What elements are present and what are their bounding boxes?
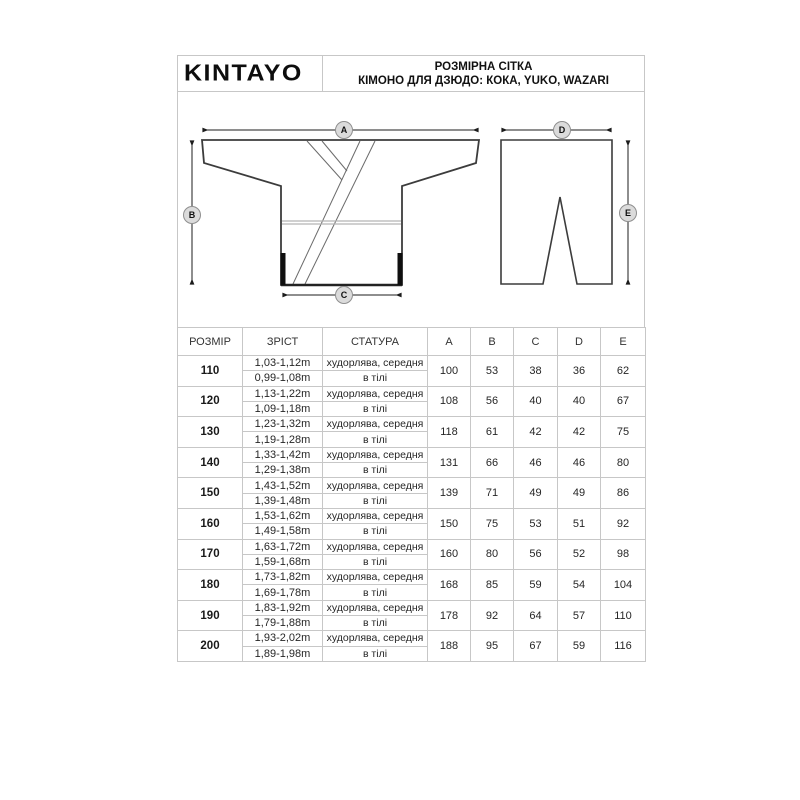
col-header-stature: СТАТУРА <box>323 328 428 356</box>
marker-e <box>620 205 637 222</box>
stature-lower: в тілі <box>323 524 428 539</box>
measure-c: 49 <box>514 478 558 509</box>
diagram-panel <box>177 91 645 328</box>
height-range-upper: 1,03-1,12m <box>243 356 323 371</box>
col-header-d: D <box>558 328 601 356</box>
marker-c <box>336 287 353 304</box>
size-value: 190 <box>178 600 243 631</box>
measure-b: 75 <box>471 508 514 539</box>
stature-upper: худорлява, середня <box>323 600 428 615</box>
logo-cell <box>178 56 323 91</box>
marker-b <box>184 207 201 224</box>
header <box>177 55 645 92</box>
measure-d: 54 <box>558 570 601 601</box>
height-range-lower: 1,19-1,28m <box>243 432 323 447</box>
measure-c: 67 <box>514 631 558 662</box>
measure-d: 36 <box>558 356 601 387</box>
measure-d: 49 <box>558 478 601 509</box>
svg-text:C: C <box>340 290 348 301</box>
measure-d: 40 <box>558 386 601 417</box>
measure-a: 168 <box>428 570 471 601</box>
height-range-lower: 1,89-1,98m <box>243 646 323 661</box>
measure-a: 160 <box>428 539 471 570</box>
col-header-size: РОЗМІР <box>178 328 243 356</box>
col-header-c: C <box>514 328 558 356</box>
stature-upper: худорлява, середня <box>323 356 428 371</box>
stature-lower: в тілі <box>323 463 428 478</box>
measure-c: 56 <box>514 539 558 570</box>
measure-c: 42 <box>514 417 558 448</box>
measure-a: 139 <box>428 478 471 509</box>
height-range-lower: 0,99-1,08m <box>243 371 323 386</box>
size-value: 130 <box>178 417 243 448</box>
height-range-upper: 1,73-1,82m <box>243 570 323 585</box>
size-row-upper <box>178 447 646 462</box>
stature-lower: в тілі <box>323 432 428 447</box>
height-range-upper: 1,23-1,32m <box>243 417 323 432</box>
svg-text:E: E <box>624 208 632 219</box>
height-range-upper: 1,83-1,92m <box>243 600 323 615</box>
height-range-upper: 1,43-1,52m <box>243 478 323 493</box>
size-value: 110 <box>178 356 243 387</box>
size-row-upper <box>178 508 646 523</box>
stature-upper: худорлява, середня <box>323 478 428 493</box>
stature-upper: худорлява, середня <box>323 386 428 401</box>
stature-upper: худорлява, середня <box>323 417 428 432</box>
stature-upper: худорлява, середня <box>323 539 428 554</box>
jacket-drawing <box>202 140 479 285</box>
measure-e: 98 <box>601 539 646 570</box>
stature-lower: в тілі <box>323 371 428 386</box>
page-subtitle: КІМОНО ДЛЯ ДЗЮДО: КОКА, YUKO, WAZARI <box>358 74 609 87</box>
measure-a: 150 <box>428 508 471 539</box>
measure-d: 52 <box>558 539 601 570</box>
height-range-upper: 1,13-1,22m <box>243 386 323 401</box>
title-cell <box>323 56 644 91</box>
measure-e: 75 <box>601 417 646 448</box>
stature-lower: в тілі <box>323 646 428 661</box>
measure-e: 92 <box>601 508 646 539</box>
measure-e: 116 <box>601 631 646 662</box>
size-value: 200 <box>178 631 243 662</box>
measure-c: 64 <box>514 600 558 631</box>
stature-lower: в тілі <box>323 585 428 600</box>
measure-b: 61 <box>471 417 514 448</box>
stature-upper: худорлява, середня <box>323 508 428 523</box>
measure-a: 100 <box>428 356 471 387</box>
size-value: 120 <box>178 386 243 417</box>
marker-a <box>336 122 353 139</box>
height-range-upper: 1,93-2,02m <box>243 631 323 646</box>
size-row-upper <box>178 386 646 401</box>
size-value: 150 <box>178 478 243 509</box>
table-header-row <box>178 328 646 356</box>
col-header-a: A <box>428 328 471 356</box>
stature-upper: худорлява, середня <box>323 447 428 462</box>
col-header-e: E <box>601 328 646 356</box>
size-row-upper <box>178 356 646 371</box>
measure-b: 56 <box>471 386 514 417</box>
size-value: 180 <box>178 570 243 601</box>
size-row-upper <box>178 417 646 432</box>
size-row-upper <box>178 570 646 585</box>
height-range-lower: 1,29-1,38m <box>243 463 323 478</box>
pants-drawing <box>501 140 612 284</box>
measure-a: 131 <box>428 447 471 478</box>
measure-e: 86 <box>601 478 646 509</box>
size-chart-sheet <box>177 55 645 662</box>
kimono-diagram <box>178 92 644 327</box>
height-range-upper: 1,33-1,42m <box>243 447 323 462</box>
size-table <box>177 327 646 662</box>
measure-a: 118 <box>428 417 471 448</box>
measure-d: 42 <box>558 417 601 448</box>
stature-lower: в тілі <box>323 493 428 508</box>
measure-b: 85 <box>471 570 514 601</box>
measure-c: 59 <box>514 570 558 601</box>
col-header-b: B <box>471 328 514 356</box>
measure-b: 95 <box>471 631 514 662</box>
measure-d: 46 <box>558 447 601 478</box>
size-row-upper <box>178 539 646 554</box>
measure-b: 92 <box>471 600 514 631</box>
pants-outline <box>501 140 612 284</box>
height-range-lower: 1,09-1,18m <box>243 401 323 416</box>
height-range-lower: 1,49-1,58m <box>243 524 323 539</box>
measure-b: 71 <box>471 478 514 509</box>
measure-c: 40 <box>514 386 558 417</box>
stature-upper: худорлява, середня <box>323 631 428 646</box>
size-value: 160 <box>178 508 243 539</box>
measure-e: 67 <box>601 386 646 417</box>
size-value: 170 <box>178 539 243 570</box>
stature-lower: в тілі <box>323 554 428 569</box>
col-header-height: ЗРІСТ <box>243 328 323 356</box>
svg-text:A: A <box>340 125 348 136</box>
height-range-lower: 1,69-1,78m <box>243 585 323 600</box>
svg-text:D: D <box>558 125 566 136</box>
height-range-upper: 1,53-1,62m <box>243 508 323 523</box>
marker-d <box>554 122 571 139</box>
height-range-lower: 1,59-1,68m <box>243 554 323 569</box>
measure-e: 62 <box>601 356 646 387</box>
measure-c: 38 <box>514 356 558 387</box>
height-range-upper: 1,63-1,72m <box>243 539 323 554</box>
height-range-lower: 1,79-1,88m <box>243 616 323 631</box>
measure-c: 53 <box>514 508 558 539</box>
measure-b: 80 <box>471 539 514 570</box>
size-table-body <box>178 356 646 662</box>
measure-d: 57 <box>558 600 601 631</box>
size-value: 140 <box>178 447 243 478</box>
page-title: РОЗМІРНА СІТКА <box>434 60 533 73</box>
measure-a: 108 <box>428 386 471 417</box>
stature-lower: в тілі <box>323 616 428 631</box>
measure-e: 110 <box>601 600 646 631</box>
stature-upper: худорлява, середня <box>323 570 428 585</box>
measure-a: 188 <box>428 631 471 662</box>
size-row-upper <box>178 478 646 493</box>
stature-lower: в тілі <box>323 401 428 416</box>
height-range-lower: 1,39-1,48m <box>243 493 323 508</box>
size-row-upper <box>178 631 646 646</box>
measure-e: 104 <box>601 570 646 601</box>
brand-logo: KINTAYO <box>184 60 303 86</box>
measure-b: 66 <box>471 447 514 478</box>
measure-d: 59 <box>558 631 601 662</box>
measure-e: 80 <box>601 447 646 478</box>
measure-b: 53 <box>471 356 514 387</box>
size-row-upper <box>178 600 646 615</box>
svg-text:B: B <box>188 210 196 221</box>
measure-a: 178 <box>428 600 471 631</box>
measure-c: 46 <box>514 447 558 478</box>
measure-d: 51 <box>558 508 601 539</box>
